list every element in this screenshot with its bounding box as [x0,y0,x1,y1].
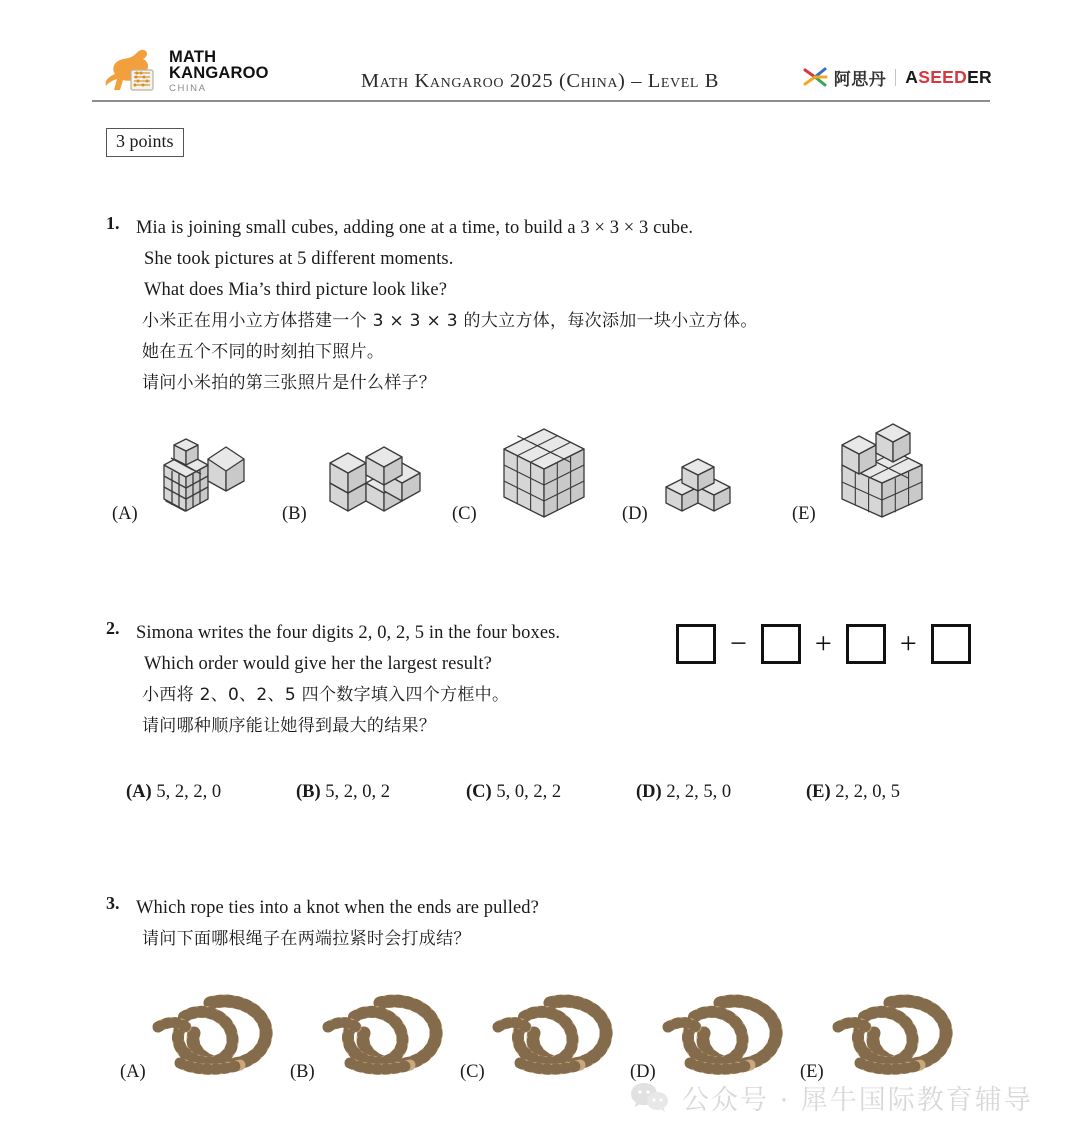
question-1-en-line-1: Mia is joining small cubes, adding one at a time, to build a 3 × 3 × 3 cube. [136,218,694,238]
question-3-cn-line-1: 请问下面哪根绳子在两端拉紧时会打成结？ [142,929,471,949]
question-2-cn-line-2: 请问哪种顺序能让她得到最大的结果？ [142,716,437,736]
expression-operator-1: − [730,627,747,660]
question-1 [106,213,758,399]
q3-option-e-label: (E) [800,1062,824,1082]
aseeder-chinese-name: 阿思丹 [833,69,887,89]
q2-option-e-label: (E) [806,782,831,802]
q2-option-a-label: (A) [126,782,152,802]
question-3-options [120,980,1020,1085]
aseeder-en-er: ER [967,66,992,87]
question-2-options [126,782,900,803]
rope-knot-e-icon [830,987,958,1077]
question-1-number: 1. [106,213,120,233]
question-2-en-line-1: Simona writes the four digits 2, 0, 2, 5 in the four boxes. [136,623,561,643]
question-2-en-line-2: Which order would give her the largest result? [144,654,492,674]
q2-option-a-text: 5, 2, 2, 0 [156,782,222,802]
wechat-icon [630,1081,670,1115]
question-1-options [112,410,1012,525]
page-title: Math Kangaroo 2025 (China) – Level B [360,70,720,92]
logo-line-china: CHINA [169,82,207,94]
rope-knot-b-icon [320,987,448,1077]
option-b-label: (B) [282,504,307,524]
question-1-cn-line-3: 请问小米拍的第三张照片是什么样子？ [142,373,437,393]
q3-option-b-label: (B) [290,1062,315,1082]
q3-option-a-label: (A) [120,1062,146,1082]
expression-box-2[interactable] [761,624,801,664]
aseeder-logo [802,64,992,90]
logo-line-math: MATH [169,47,217,66]
question-2-number: 2. [106,618,120,638]
question-2-cn-line-1: 小西将 2、0、2、5 四个数字填入四个方框中。 [142,685,510,705]
option-d-label: (D) [622,504,648,524]
logo-divider [895,69,896,86]
question-2-body [136,618,560,742]
q2-option-e[interactable] [806,782,900,803]
question-3-en-line-1: Which rope ties into a knot when the ends are pulled? [136,898,539,918]
question-1-en-line-3: What does Mia’s third picture look like? [144,280,448,300]
cube-stack-a-icon [152,419,267,519]
aseeder-star-icon [802,64,828,90]
aseeder-en-a: A [905,66,919,87]
logo-line-kangaroo: KANGAROO [169,64,269,83]
question-3-number: 3. [106,893,120,913]
rope-knot-a-icon [150,987,278,1077]
cube-stack-d-icon [662,449,742,519]
question-2 [106,618,560,742]
question-1-body [136,213,758,399]
question-1-cn-line-2: 她在五个不同的时刻拍下照片。 [142,342,385,362]
q2-option-d[interactable] [636,782,806,803]
header-divider [92,100,990,102]
aseeder-english-name [905,67,992,88]
option-e-label: (E) [792,504,816,524]
question-2-expression [676,624,971,664]
question-1-en-line-2: She took pictures at 5 different moments. [144,249,454,269]
aseeder-en-seed: SEED [918,66,968,87]
q2-option-b-text: 5, 2, 0, 2 [325,782,391,802]
cube-stack-b-icon [322,439,427,519]
cube-stack-e-icon [832,419,957,519]
q2-option-a[interactable] [126,782,296,803]
rope-knot-c-icon [490,987,618,1077]
q2-option-b[interactable] [296,782,466,803]
page-header [0,0,1080,110]
expression-box-3[interactable] [846,624,886,664]
points-badge: 3 points [106,128,184,157]
rope-knot-d-icon [660,987,788,1077]
q2-option-d-text: 2, 2, 5, 0 [666,782,732,802]
q3-option-c-label: (C) [460,1062,485,1082]
option-c-label: (C) [452,504,477,524]
cube-full-3x3x3-icon [492,419,607,519]
wechat-watermark [630,1078,1033,1117]
q2-option-e-text: 2, 2, 0, 5 [835,782,901,802]
question-3 [106,893,539,955]
expression-box-4[interactable] [931,624,971,664]
expression-operator-3: + [899,627,917,660]
expression-operator-2: + [814,627,832,660]
q2-option-b-label: (B) [296,782,321,802]
q2-option-d-label: (D) [636,782,662,802]
watermark-text: 公众号 · 犀牛国际教育辅导 [682,1085,1033,1116]
expression-box-1[interactable] [676,624,716,664]
question-1-cn-line-1: 小米正在用小立方体搭建一个 3 × 3 × 3 的大立方体，每次添加一块小立方体。 [142,311,758,331]
q2-option-c[interactable] [466,782,636,803]
option-a-label: (A) [112,504,138,524]
question-3-body [136,893,539,955]
q2-option-c-text: 5, 0, 2, 2 [496,782,562,802]
q2-option-c-label: (C) [466,782,492,802]
q3-option-d-label: (D) [630,1062,656,1082]
